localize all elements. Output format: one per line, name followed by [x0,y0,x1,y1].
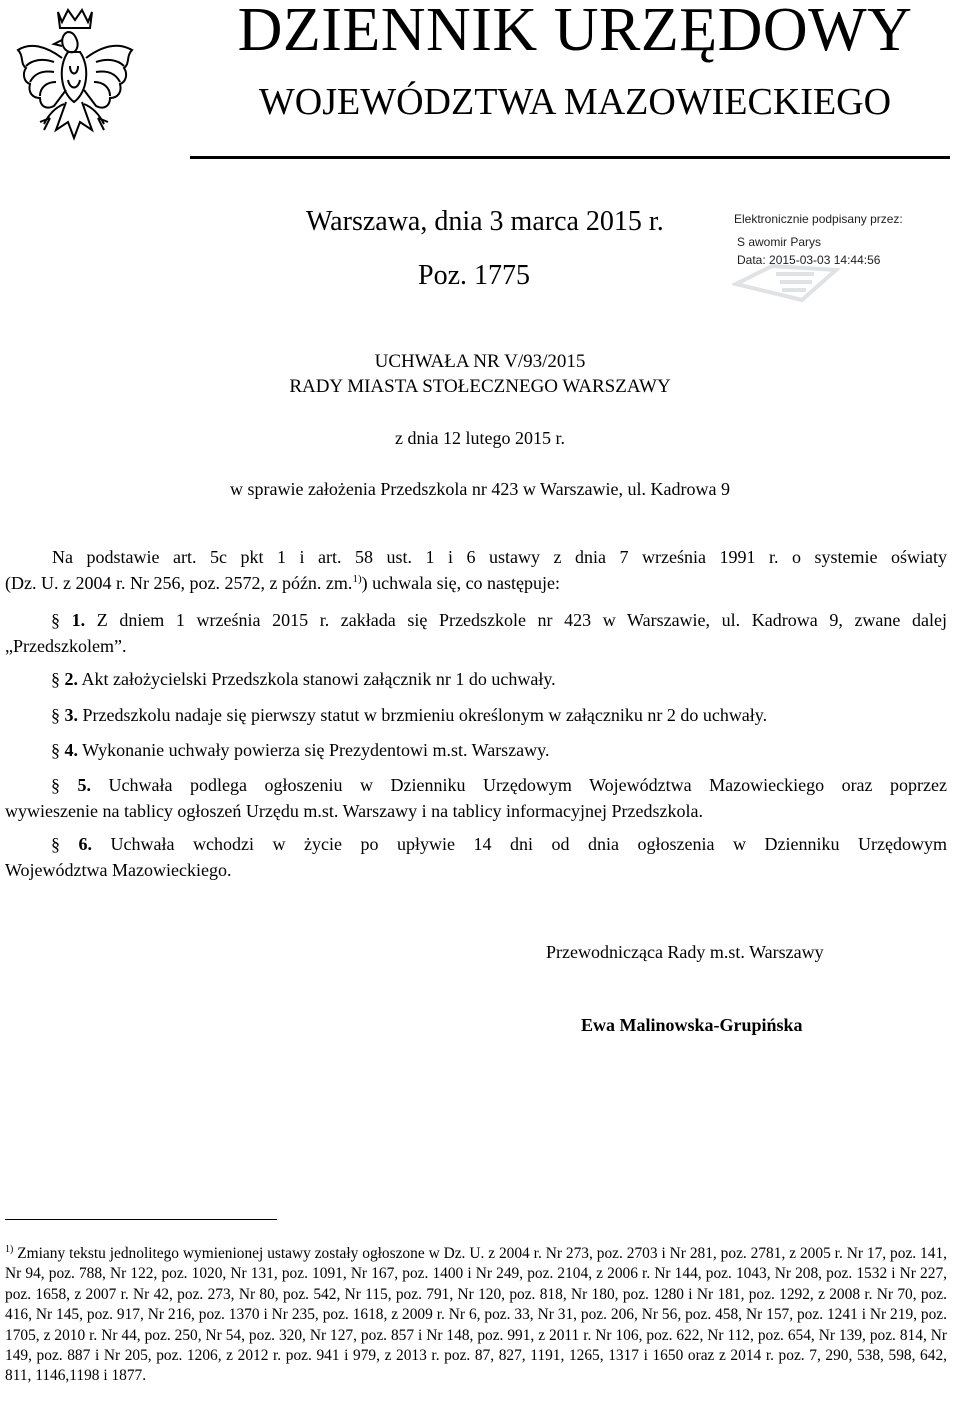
section-1-line-2: „Przedszkolem”. [5,636,127,656]
journal-title: DZIENNIK URZĘDOWY [237,0,913,64]
section-text: Przedszkolu nadaje się pierwszy statut w brzmieniu określonym w załączniku nr 2 do uchwały. [78,705,768,725]
section-6-line-1: § 6. Uchwała wchodzi w życie po upływie 14 dni od dnia ogłoszenia w Dzienniku Urzędowym [51,834,947,854]
signature-date: Data: 2015-03-03 14:44:56 [737,253,881,267]
electronic-signature-stamp [732,212,952,302]
chair-name: Ewa Malinowska-Grupińska [581,1015,803,1035]
section-6-line-2: Województwa Mazowieckiego. [5,860,232,880]
section-text: Z dniem 1 września 2015 r. zakłada się Przedszkole nr 423 w Warszawie, ul. Kadrowa 9, zwane dalej [85,610,947,630]
resolution-issuer: RADY MIASTA STOŁECZNEGO WARSZAWY [289,376,671,397]
preamble-line-2 [5,570,947,596]
resolution-subject: w sprawie założenia Przedszkola nr 423 w Warszawie, ul. Kadrowa 9 [229,479,731,499]
header-rule [190,156,950,159]
preamble [5,544,947,596]
footnote-ref: 1) [352,573,362,585]
section-number: 1. [71,610,86,630]
section-1 [5,607,947,659]
section-5-line-2: wywieszenie na tablicy ogłoszeń Urzędu m.st. Warszawy i na tablicy informacyjnej Przedszkola. [5,801,703,821]
preamble-text-end: ) uchwala się, co następuje: [361,573,561,593]
section-1-line-1: § 1. Z dniem 1 września 2015 r. zakłada się Przedszkole nr 423 w Warszawie, ul. Kadrowa 9, zwane dalej [51,610,947,630]
journal-subtitle: WOJEWÓDZTWA MAZOWIECKIEGO [258,81,892,123]
signature-label: Elektronicznie podpisany przez: [734,212,903,226]
footnote-rule [5,1219,277,1220]
footnote-text: Zmiany tekstu jednolitego wymienionej ustawy zostały ogłoszone w Dz. U. z 2004 r. Nr 273, poz. 2703 i Nr 281, poz. 2781, z 2005 r. Nr 17, poz. 141, Nr 94, poz. 788, Nr 122, poz. 1020, Nr 131, poz. 1091, Nr 167, poz. 1400 i Nr 249, poz. 2104, z 2006 r. Nr 144, poz. 1043, Nr 208, poz. 1532 i Nr 227, poz. 1658, z 2007 r. Nr 42, poz. 273, Nr 80, poz. 542, Nr 115, poz. 791, Nr 120, poz. 818, Nr 180, poz. 1280 i Nr 181, poz. 1292, z 2008 r. Nr 70, poz. 416, Nr 145, poz. 917, Nr 216, poz. 1370 i Nr 235, poz. 1618, z 2009 r. Nr 6, poz. 33, Nr 31, poz. 206, Nr 56, poz. 458, Nr 157, poz. 1241 i Nr 219, poz. 1705, z 2010 r. Nr 44, poz. 250, Nr 54, poz. 320, Nr 127, poz. 857 i Nr 148, poz. 991, z 2011 r. Nr 106, poz. 622, Nr 112, poz. 654, Nr 139, poz. 814, Nr 149, poz. 887 i Nr 205, poz. 1206, z 2012 r. poz. 941 i 979, z 2013 r. poz. 87, 827, 1191, 1265, 1317 i 1650 oraz z 2014 r. poz. 7, 290, 538, 598, 642, 811, 1146,1198 i 1877. [5,1245,947,1385]
section-6 [5,831,947,883]
section-number: 3. [64,705,78,725]
signer-name: S awomir Parys [737,235,822,249]
coat-of-arms-eagle-icon [10,6,140,156]
section-number: 4. [64,740,78,760]
section-number: 2. [64,669,78,689]
position-number: Poz. 1775 [418,260,530,291]
section-number: 6. [78,834,93,854]
resolution-number: UCHWAŁA NR V/93/2015 [374,351,586,372]
issue-date: Warszawa, dnia 3 marca 2015 r. [306,206,664,237]
section-text: Akt założycielski Przedszkola stanowi załącznik nr 1 do uchwały. [78,669,556,689]
resolution-date: z dnia 12 lutego 2015 r. [395,428,565,448]
section-5-line-1: § 5. Uchwała podlega ogłoszeniu w Dzienniku Urzędowym Województwa Mazowieckiego oraz poprzez [51,775,948,795]
preamble-line-1: Na podstawie art. 5c pkt 1 i art. 58 ust. 1 i 6 ustawy z dnia 7 września 1991 r. o systemie oświaty [52,547,947,567]
chair-title: Przewodnicząca Rady m.st. Warszawy [546,942,824,962]
section-4: § 4. Wykonanie uchwały powierza się Prezydentowi m.st. Warszawy. [51,740,550,760]
footnote-mark: 1) [5,1243,14,1255]
section-5 [5,772,947,824]
section-2: § 2. Akt założycielski Przedszkola stanowi załącznik nr 1 do uchwały. [51,669,556,689]
preamble-text: (Dz. U. z 2004 r. Nr 256, poz. 2572, z późn. zm. [5,573,353,593]
section-number: 5. [77,775,92,795]
section-text: Wykonanie uchwały powierza się Prezydentowi m.st. Warszawy. [78,740,550,760]
section-text: Uchwała podlega ogłoszeniu w Dzienniku Urzędowym Województwa Mazowieckiego oraz poprzez [91,775,948,795]
section-text: Uchwała wchodzi w życie po upływie 14 dni od dnia ogłoszenia w Dzienniku Urzędowym [92,834,947,854]
footnote [5,1244,947,1387]
section-3: § 3. Przedszkolu nadaje się pierwszy statut w brzmieniu określonym w załączniku nr 2 do uchwały. [51,705,768,725]
